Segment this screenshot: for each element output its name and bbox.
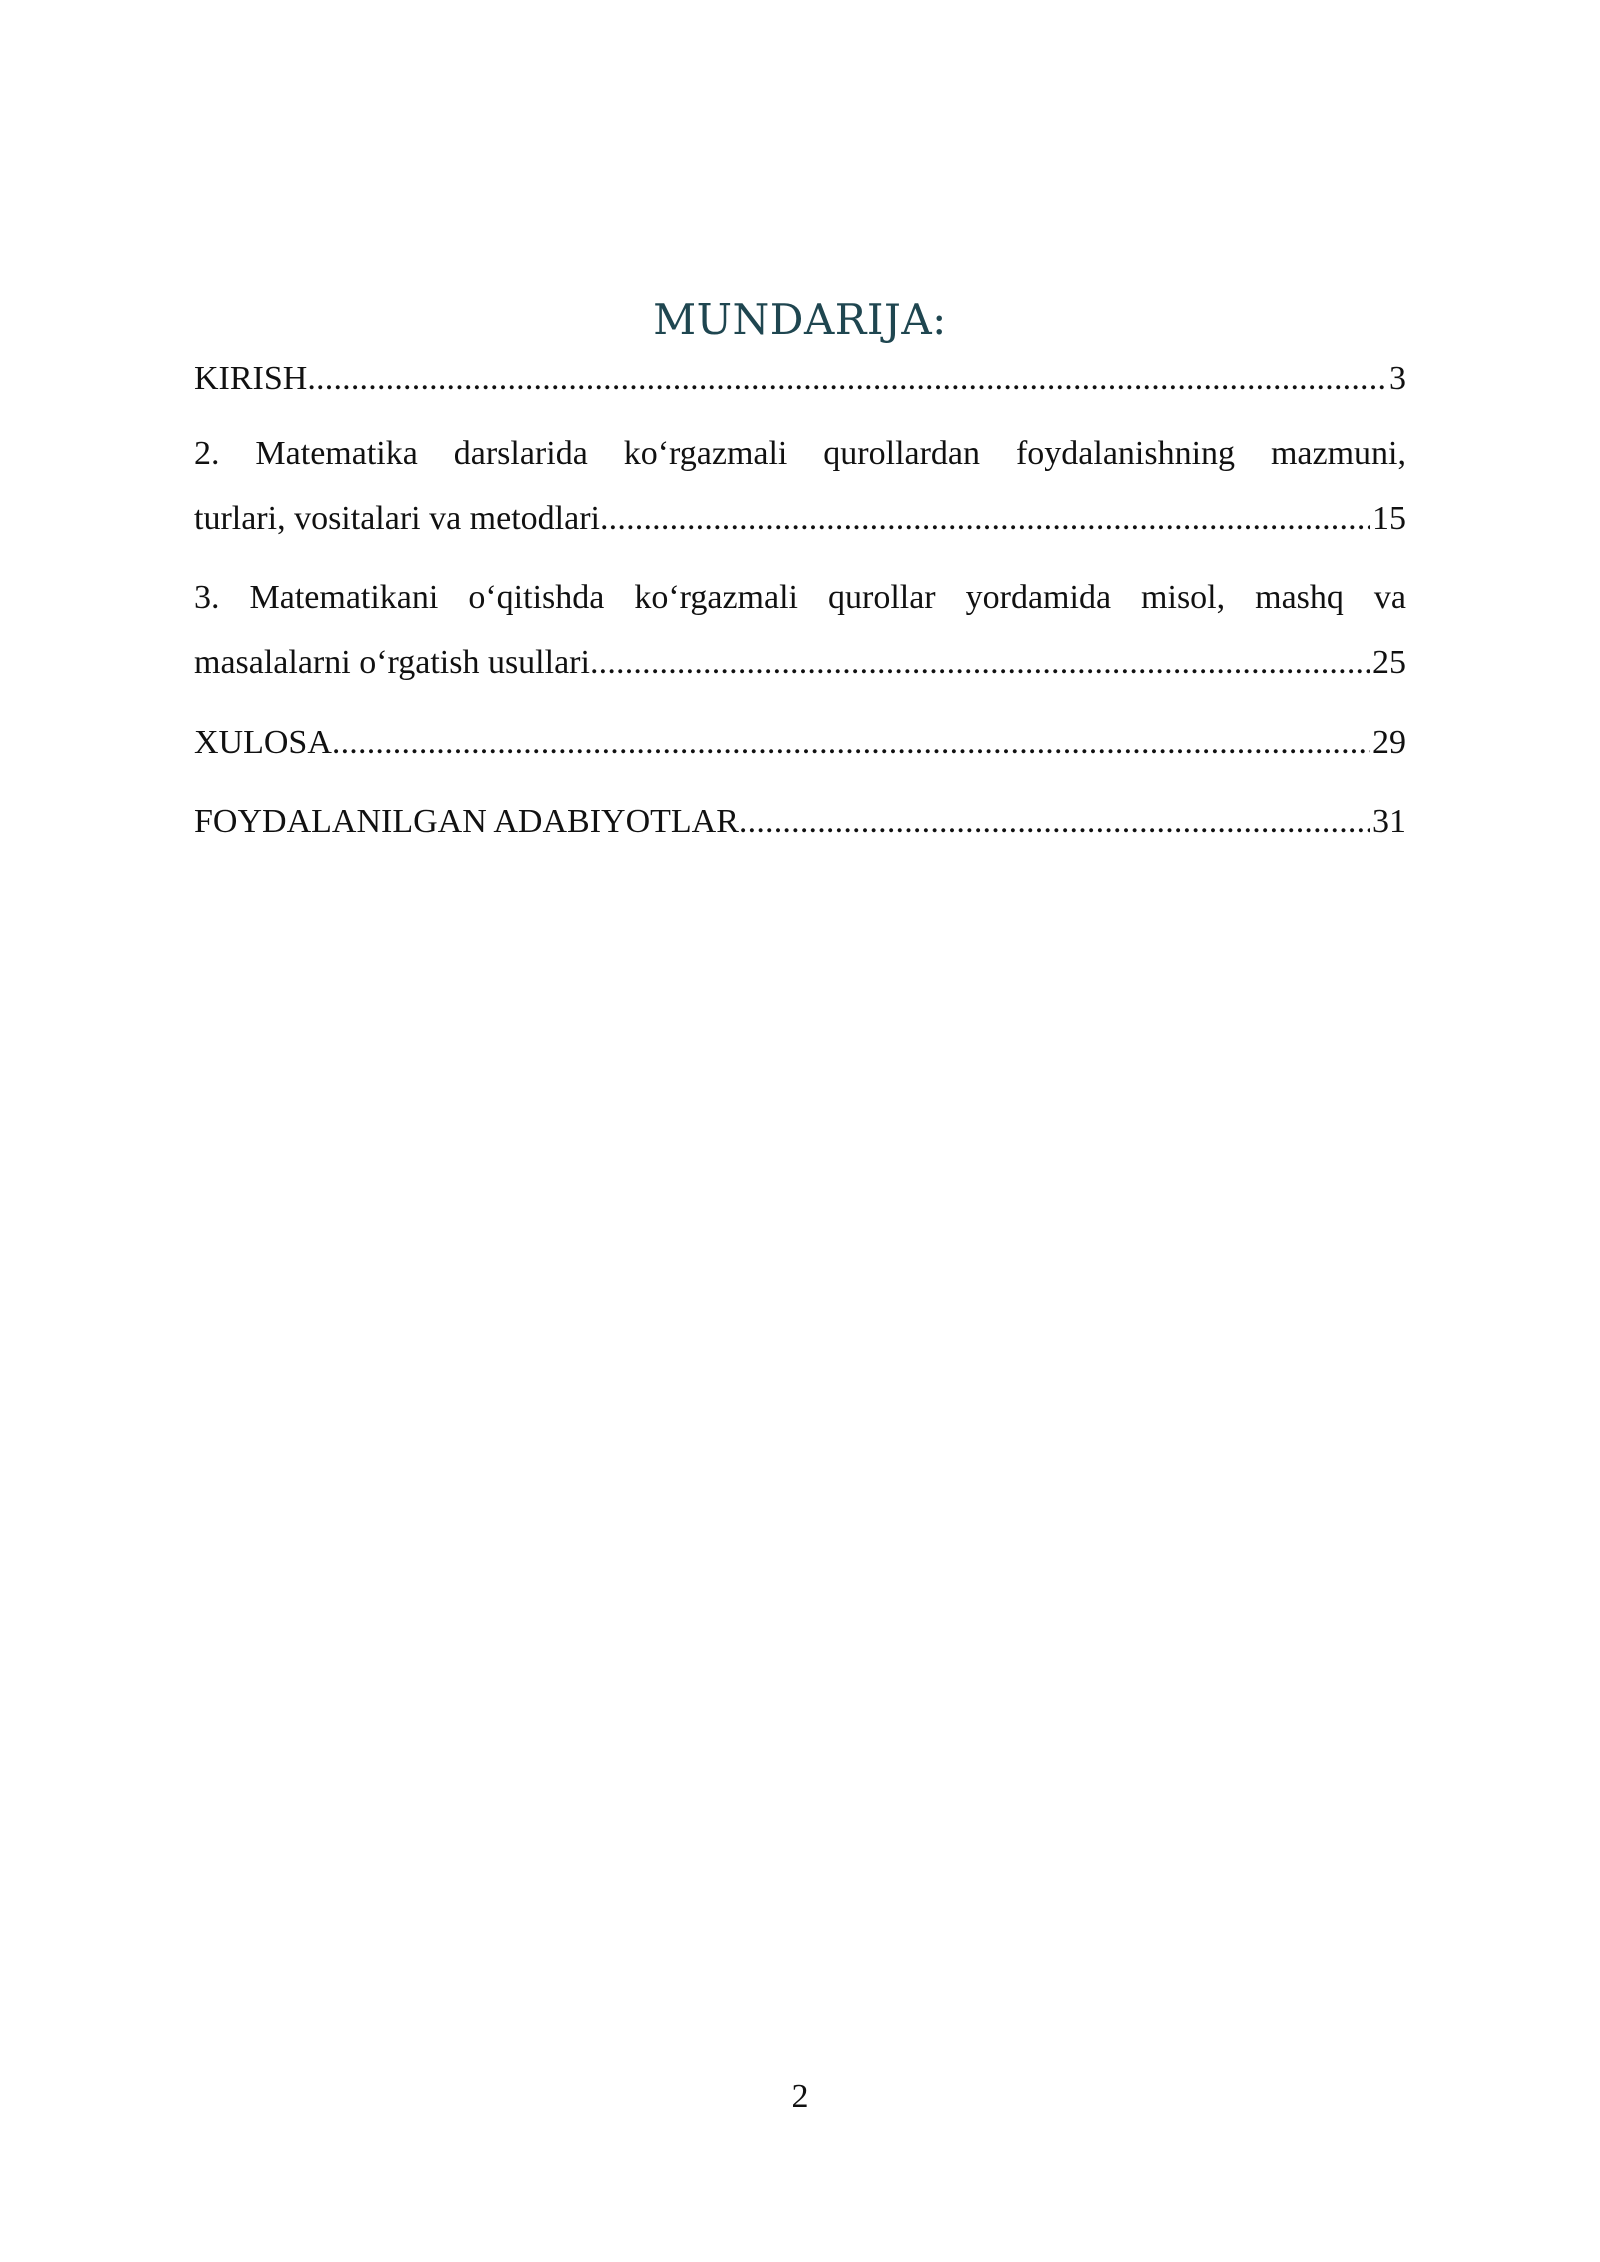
toc-entry-label: XULOSA bbox=[194, 724, 332, 761]
toc-entry-page: 3 bbox=[1389, 360, 1406, 397]
toc-entry-chapter-2[interactable] bbox=[194, 421, 1406, 551]
dot-leader bbox=[600, 486, 1370, 551]
dot-leader bbox=[332, 710, 1370, 775]
toc-line bbox=[194, 710, 1406, 775]
page-number: 2 bbox=[791, 2078, 809, 2115]
page-title: MUNDARIJA: bbox=[653, 295, 947, 344]
toc-entry-label: KIRISH bbox=[194, 360, 308, 397]
dot-leader bbox=[739, 789, 1370, 854]
toc-entry-references[interactable] bbox=[194, 789, 1406, 854]
toc-entry-label-line-1: 3. Matematikani o‘qitishda ko‘rgazmali qurollar yordamida misol, mashq va bbox=[194, 579, 1406, 616]
toc-entry-page: 29 bbox=[1372, 724, 1406, 761]
toc-entry-label: FOYDALANILGAN ADABIYOTLAR bbox=[194, 803, 739, 840]
toc-entry-page: 15 bbox=[1372, 500, 1406, 537]
toc-entry-kirish[interactable] bbox=[194, 346, 1406, 411]
toc-entry-label-line-2: masalalarni o‘rgatish usullari bbox=[194, 644, 590, 681]
toc-entry-label-line-2: turlari, vositalari va metodlari bbox=[194, 500, 600, 537]
toc-entry-xulosa[interactable] bbox=[194, 710, 1406, 775]
toc-entry-page: 25 bbox=[1372, 644, 1406, 681]
toc-entry-label-line-1: 2. Matematika darslarida ko‘rgazmali qurollardan foydalanishning mazmuni, bbox=[194, 435, 1406, 472]
toc-line bbox=[194, 789, 1406, 854]
toc-line bbox=[194, 630, 1406, 695]
dot-leader bbox=[590, 630, 1370, 695]
dot-leader bbox=[307, 346, 1387, 411]
toc-line bbox=[194, 346, 1406, 411]
toc-line bbox=[194, 486, 1406, 551]
toc-entry-page: 31 bbox=[1372, 803, 1406, 840]
toc-entry-chapter-3[interactable] bbox=[194, 565, 1406, 695]
